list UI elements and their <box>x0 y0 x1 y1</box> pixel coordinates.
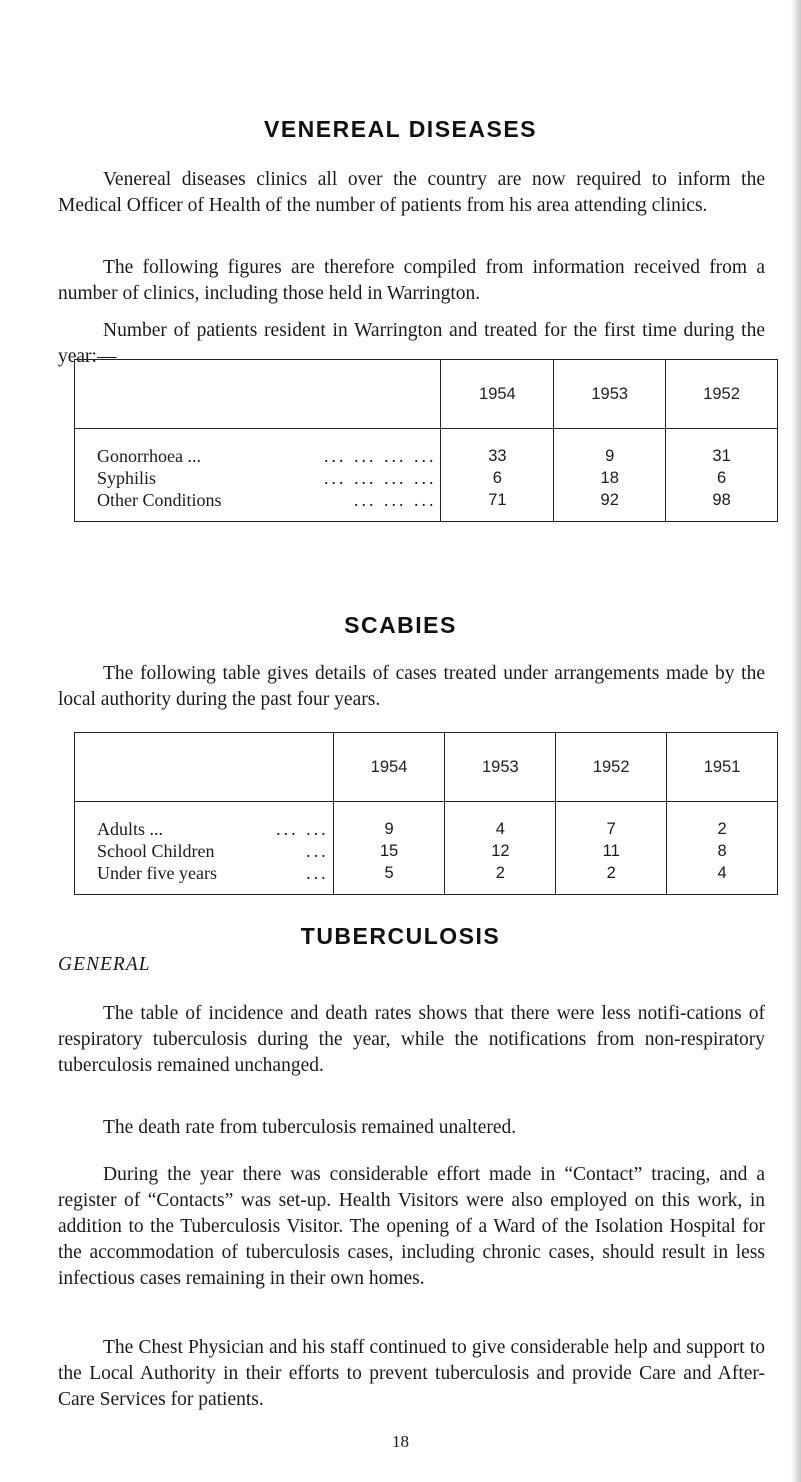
header-blank-cell <box>75 733 334 802</box>
row-label-cell <box>75 862 334 895</box>
row-label: School Children <box>97 841 215 861</box>
value-cell: 6 <box>441 467 554 489</box>
vd-paragraph-3: Number of patients resident in Warrington and treated for the first time during the year:— <box>58 320 765 367</box>
row-label-cell <box>75 429 441 468</box>
value-cell: 31 <box>666 429 778 468</box>
value-cell: 4 <box>667 862 778 895</box>
year-header: 1952 <box>666 360 778 429</box>
row-label-cell <box>75 467 441 489</box>
value-cell: 4 <box>445 802 556 841</box>
table-row <box>75 862 778 895</box>
page-number: 18 <box>392 1432 409 1451</box>
row-label: Other Conditions <box>97 490 222 510</box>
leader-dots: ... ... ... ... <box>323 468 437 488</box>
value-cell: 98 <box>666 489 778 522</box>
table-row <box>75 467 778 489</box>
vd-paragraph-2: The following figures are therefore compiled from information received from a number of clinics, including those held in Warrington. <box>58 257 765 304</box>
row-label: Adults ... <box>97 819 164 839</box>
tb-paragraph-1: The table of incidence and death rates shows that there were less notifi-cations of respiratory tuberculosis during the year, while the notifications from non-respiratory tuberculosis remained unchanged. <box>58 1003 765 1076</box>
table-row <box>75 802 778 841</box>
leader-dots: ... ... ... ... <box>323 446 437 466</box>
table-row <box>75 429 778 468</box>
general-subheading: GENERAL <box>58 954 151 975</box>
value-cell: 33 <box>441 429 554 468</box>
row-label-cell <box>75 802 334 841</box>
table-row <box>75 840 778 862</box>
row-label: Syphilis <box>97 468 157 488</box>
row-label: Gonorrhoea ... <box>97 446 201 466</box>
venereal-diseases-heading: VENEREAL DISEASES <box>263 116 538 142</box>
value-cell: 2 <box>445 862 556 895</box>
year-header: 1951 <box>667 733 778 802</box>
vd-paragraph-1: Venereal diseases clinics all over the country are now required to inform the Medical Officer of Health of the number of patients from his area attending clinics. <box>58 169 765 216</box>
value-cell: 2 <box>667 802 778 841</box>
table-row <box>75 489 778 522</box>
value-cell: 11 <box>556 840 667 862</box>
table-header-row <box>75 733 778 802</box>
table-header-row <box>75 360 778 429</box>
value-cell: 5 <box>333 862 445 895</box>
year-header: 1953 <box>554 360 666 429</box>
tb-paragraph-2: The death rate from tuberculosis remained unaltered. <box>103 1117 517 1138</box>
value-cell: 7 <box>556 802 667 841</box>
value-cell: 18 <box>554 467 666 489</box>
tb-paragraph-3: During the year there was considerable effort made in “Contact” tracing, and a register of “Contacts” was set-up. Health Visitors were also employed on this work, in addition to the Tuberculosis Visitor. The opening of a Ward of the Isolation Hospital for the accommodation of tuberculosis cases, including chronic cases, should result in less infectious cases remaining in their own homes. <box>58 1164 765 1289</box>
tb-paragraph-4: The Chest Physician and his staff continued to give considerable help and support to the Local Authority in their efforts to prevent tuberculosis and provide Care and After-Care Services for patients. <box>58 1337 765 1410</box>
leader-dots: ... <box>306 863 329 883</box>
value-cell: 71 <box>441 489 554 522</box>
value-cell: 2 <box>556 862 667 895</box>
row-label-cell <box>75 840 334 862</box>
tuberculosis-heading: TUBERCULOSIS <box>300 923 501 949</box>
scabies-paragraph-1: The following table gives details of cases treated under arrangements made by the local authority during the past four years. <box>58 663 765 710</box>
row-label: Under five years <box>97 863 217 883</box>
page-edge-shadow <box>791 0 801 1482</box>
scabies-heading: SCABIES <box>344 612 457 638</box>
year-header: 1953 <box>445 733 556 802</box>
value-cell: 9 <box>554 429 666 468</box>
leader-dots: ... ... ... <box>353 490 437 510</box>
value-cell: 12 <box>445 840 556 862</box>
value-cell: 6 <box>666 467 778 489</box>
header-blank-cell <box>75 360 441 429</box>
venereal-diseases-table <box>74 359 778 522</box>
year-header: 1954 <box>441 360 554 429</box>
year-header: 1954 <box>333 733 445 802</box>
value-cell: 9 <box>333 802 445 841</box>
row-label-cell <box>75 489 441 522</box>
leader-dots: ... ... <box>276 819 329 839</box>
scabies-table <box>74 732 778 895</box>
value-cell: 92 <box>554 489 666 522</box>
year-header: 1952 <box>556 733 667 802</box>
value-cell: 8 <box>667 840 778 862</box>
value-cell: 15 <box>333 840 445 862</box>
leader-dots: ... <box>306 841 329 861</box>
